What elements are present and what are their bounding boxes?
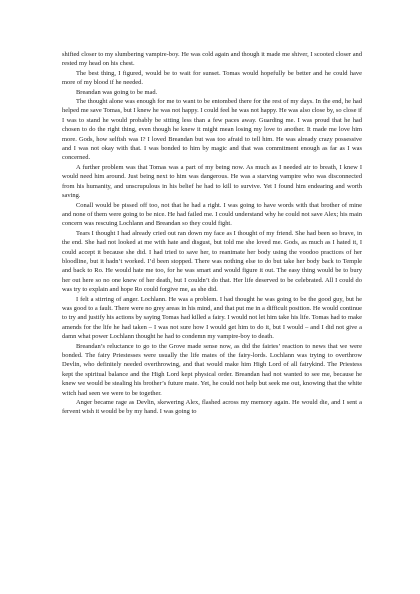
paragraph: The best thing, I figured, would be to wait for sunset. Tomas would hopefully be better and he could have more of my blood if he needed. <box>62 69 362 87</box>
paragraph: Breandan’s reluctance to go to the Grove made sense now, as did the fairies’ reaction to news that we were bonded. The fairy Priestesses were usually the life mates of the fairy-lords. Lochlann was trying to overthrow Devlin, who definitely needed overthrowing, and that would make him High Lord of all fairykind. The Priestess kept the spiritual balance and the High Lord kept physical order. Breandan had not wanted to see me, because he knew we would be stealing his brother’s future mate. Yet, he could not help but seek me out, knowing that the white witch had seen we were to be together. <box>62 342 362 397</box>
paragraph: A further problem was that Tomas was a part of my being now. As much as I needed air to breath, I knew I would need him around. Just being next to him was dangerous. He was a starving vampire who was disconnected from his humanity, and unscrupulous in his belief he had to kill to survive. Yet I found him endearing and worth saving. <box>62 163 362 200</box>
paragraph: shifted closer to my slumbering vampire-boy. He was cold again and though it made me shiver, I scooted closer and rested my head on his chest. <box>62 51 362 68</box>
paragraph: Conall would be pissed off too, not that he had a right. I was going to have words with that brother of mine and none of them were going to be nice. He had failed me. I could understand why he could not save Alex; his main concern was rescuing Lochlann and Breandan so they could fight. <box>62 201 362 228</box>
body-text <box>62 50 362 417</box>
paragraph: The thought alone was enough for me to want to be entombed there for the rest of my days. In the end, he had helped me save Tomas, but I knew he was not happy. I could feel he was not happy. He was also close by, so close if I was to stand he would probably be sitting less than a few paces away. Guarding me. I was proud that he had chosen to do the right thing, even though he knew it might mean losing my love to another. It made me love him more. Gods, how selfish was I? I loved Breandan but was too afraid to tell him. He was already crazy possessive and I was not okay with that. I was bonded to him by magic and that was commitment enough as far as I was concerned. <box>62 98 362 162</box>
paragraph: Anger became rage as Devlin, skewering Alex, flashed across my memory again. He would die, and I sent a fervent wish it would be by my hand. I was going to <box>62 399 362 416</box>
paragraph: Tears I thought I had already cried out ran down my face as I thought of my friend. She had been so brave, in the end. She had not looked at me with hate and disgust, but told me she loved me. Gods, as much as I hated it, I could accept it because she did. I had tried to save her, to reanimate her body using the voodoo practices of her bloodline, but it hadn’t worked. I’d been stopped. There was nothing else to do but take her body back to Temple and back to Ro. He would hate me too, for he was smart and would figure it out. The easy thing would be to bury her out here so no one knew of her death, but I couldn’t do that. Her life deserved to be celebrated. All I could do was try to explain and hope Ro could forgive me, as she did. <box>62 229 362 294</box>
paragraph: I felt a stirring of anger. Lochlann. He was a problem. I had thought he was going to be the good guy, but he was good to a fault. There were no grey areas in his mind, and that put me in a difficult position. He would continue to try and justify his actions by saying Tomas had killed a fairy. I would not let him take his life. Tomas had to make amends for the life he had taken – I was not sure how I would get him to do it, but I would – and I did not give a damn what power Lochlann thought he had to condemn my vampire-boy to death. <box>62 295 362 341</box>
paragraph: Breandan was going to be mad. <box>76 88 158 96</box>
